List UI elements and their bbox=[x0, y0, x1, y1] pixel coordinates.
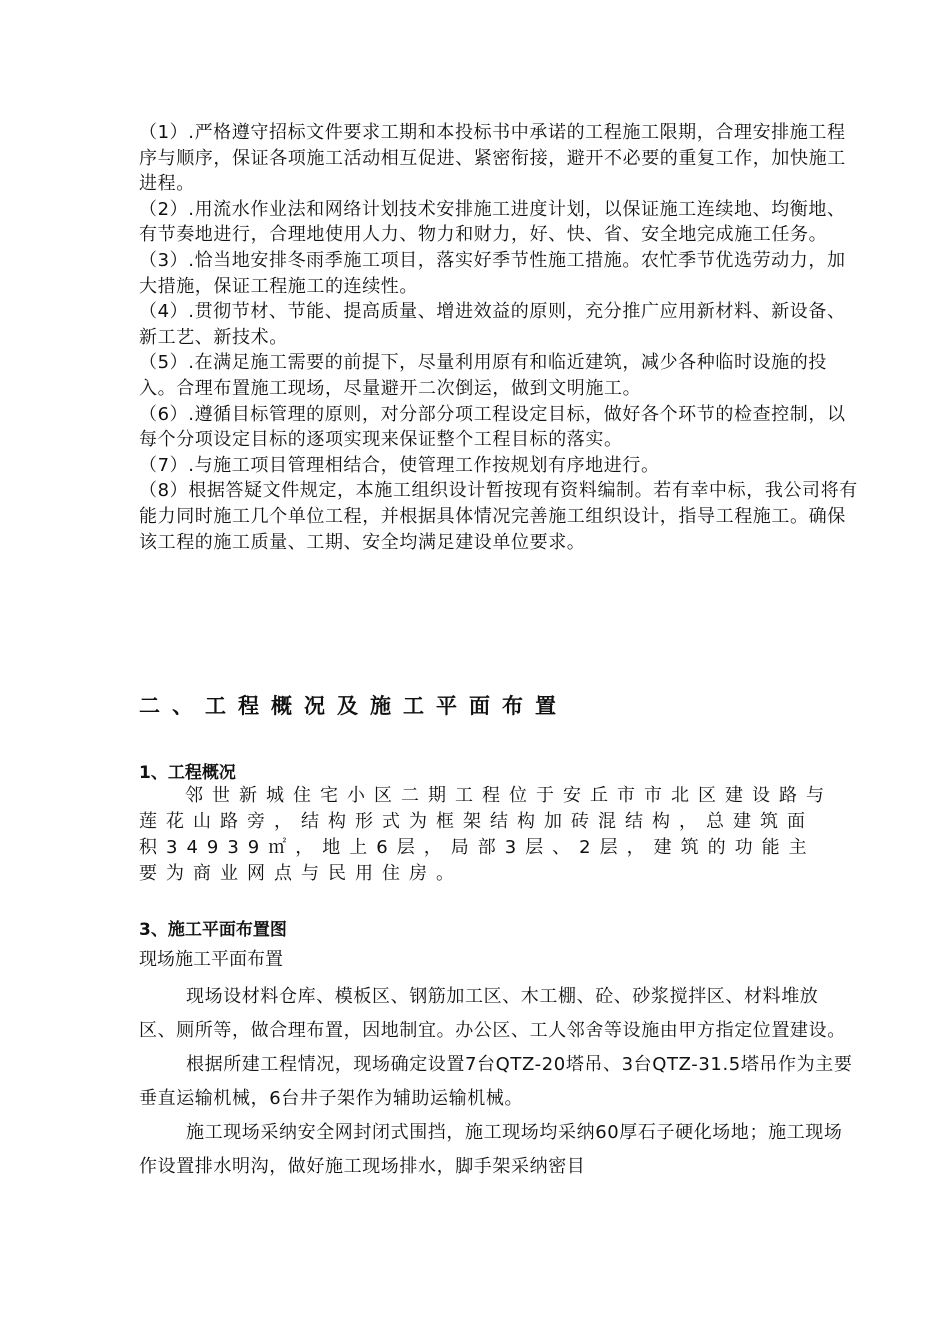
overview-heading: 1、工程概况 bbox=[139, 763, 236, 783]
principle-item-6: （6）.遵循目标管理的原则，对分部分项工程设定目标，做好各个环节的检查控制，以每个分项设定目标的逐项实现来保证整个工程目标的落实。 bbox=[139, 403, 846, 451]
principle-item-7: （7）.与施工项目管理相结合，使管理工作按规划有序地进行。 bbox=[139, 454, 660, 476]
principle-item-3: （3）.恰当地安排冬雨季施工项目，落实好季节性施工措施。农忙季节优选劳动力，加大措施，保证工程施工的连续性。 bbox=[139, 249, 846, 297]
principle-item-4: （4）.贯彻节材、节能、提高质量、增进效益的原则，充分推广应用新材料、新设备、新工艺、新技术。 bbox=[139, 301, 846, 348]
principles-list bbox=[139, 120, 859, 555]
section-title: 二、工程概况及施工平面布置 bbox=[139, 694, 568, 718]
layout-paragraph-3: 施工现场采纳安全网封闭式围挡，施工现场均采纳60厚石子硬化场地；施工现场作设置排水明沟，做好施工现场排水，脚手架采纳密目 bbox=[139, 1122, 843, 1177]
principle-item-2: （2）.用流水作业法和网络计划技术安排施工进度计划，以保证施工连续地、均衡地、有节奏地进行，合理地使用人力、物力和财力，好、快、省、安全地完成施工任务。 bbox=[139, 198, 846, 246]
principle-item-1: （1）.严格遵守招标文件要求工期和本投标书中承诺的工程施工限期，合理安排施工程序与顺序，保证各项施工活动相互促进、紧密衔接，避开不必要的重复工作，加快施工进程。 bbox=[139, 122, 846, 195]
layout-body bbox=[139, 980, 854, 1184]
principle-item-5: （5）.在满足施工需要的前提下，尽量利用原有和临近建筑，减少各种临时设施的投入。合理布置施工现场，尽量避开二次倒运，做到文明施工。 bbox=[139, 352, 827, 399]
layout-subtitle: 现场施工平面布置 bbox=[139, 949, 283, 970]
layout-heading: 3、施工平面布置图 bbox=[139, 920, 287, 940]
overview-text: 邻世新城住宅小区二期工程位于安丘市市北区建设路与莲花山路旁，结构形式为框架结构加砖混结构，总建筑面积34939㎡，地上6层，局部3层、2层，建筑的功能主要为商业网点与民用住房。 bbox=[139, 785, 833, 884]
layout-paragraph-2: 根据所建工程情况，现场确定设置7台QTZ-20塔吊、3台QTZ-31.5塔吊作为主要垂直运输机械，6台井子架作为辅助运输机械。 bbox=[139, 1054, 853, 1109]
layout-paragraph-1: 现场设材料仓库、模板区、钢筋加工区、木工棚、砼、砂浆搅拌区、材料堆放区、厕所等，做合理布置，因地制宜。办公区、工人邻舍等设施由甲方指定位置建设。 bbox=[139, 986, 846, 1041]
principle-item-8: （8）根据答疑文件规定，本施工组织设计暂按现有资料编制。若有幸中标，我公司将有能力同时施工几个单位工程，并根据具体情况完善施工组织设计，指导工程施工。确保该工程的施工质量、工期、安全均满足建设单位要求。 bbox=[139, 480, 858, 553]
